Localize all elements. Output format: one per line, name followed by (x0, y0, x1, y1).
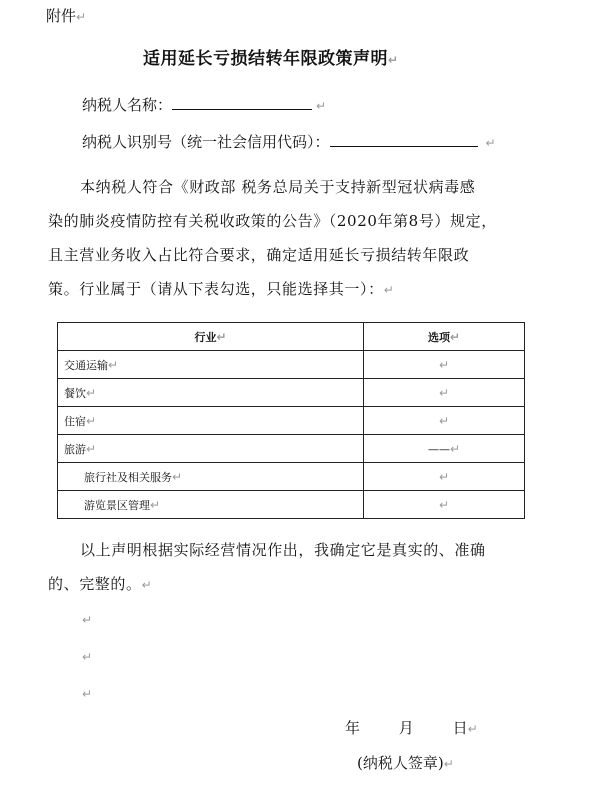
option-cell[interactable] (364, 407, 525, 435)
table-row (58, 491, 525, 519)
table-row (58, 463, 525, 491)
day-label: 日 (452, 719, 468, 737)
taxpayer-id-row (82, 130, 496, 152)
taxpayer-seal: (纳税人签章)↵ (357, 754, 454, 772)
industry-cell: 住宿↵ (58, 407, 364, 435)
paragraph-mark-icon: ↵ (449, 441, 461, 456)
closing-line: 的、完整的。↵ (48, 575, 153, 593)
industry-cell: 游览景区管理↵ (58, 491, 364, 519)
paragraph-mark-icon: ↵ (82, 650, 93, 664)
paragraph-mark-icon: ↵ (449, 329, 461, 344)
paragraph-mark-icon: ↵ (438, 469, 450, 484)
industry-cell: 旅行社及相关服务↵ (58, 463, 364, 491)
paragraph-mark-icon: ↵ (438, 385, 450, 400)
body-line: 且主营业务收入占比符合要求，确定适用延长亏损结转年限政 (48, 246, 470, 264)
industry-cell: 餐饮↵ (58, 379, 364, 407)
body-line: 本纳税人符合《财政部 税务总局关于支持新型冠状病毒感 (80, 178, 476, 196)
option-cell[interactable] (364, 491, 525, 519)
paragraph-mark-icon: ↵ (388, 53, 399, 67)
option-cell[interactable] (364, 351, 525, 379)
paragraph-mark-icon: ↵ (76, 10, 87, 24)
paragraph-mark-icon: ↵ (82, 613, 93, 627)
table-row (58, 407, 525, 435)
paragraph-mark-icon: ↵ (86, 413, 97, 428)
month-label: 月 (398, 719, 414, 737)
table-row (58, 435, 525, 463)
closing-paragraph (48, 533, 548, 602)
paragraph-mark-icon: ↵ (150, 497, 161, 512)
option-cell: ——↵ (364, 435, 525, 463)
paragraph-mark-icon: ↵ (316, 99, 327, 113)
paragraph-mark-icon: ↵ (141, 578, 153, 592)
taxpayer-id-label: 纳税人识别号（统一社会信用代码）： (82, 133, 330, 151)
paragraph-mark-icon: ↵ (383, 283, 395, 297)
paragraph-mark-icon: ↵ (443, 757, 454, 771)
option-cell[interactable] (364, 379, 525, 407)
taxpayer-name-field[interactable] (172, 93, 312, 110)
taxpayer-id-field[interactable] (330, 130, 478, 147)
paragraph-mark-icon: ↵ (172, 469, 183, 484)
table-header-row (58, 323, 525, 351)
taxpayer-name-label: 纳税人名称： (82, 96, 173, 114)
paragraph-mark-icon: ↵ (485, 136, 496, 150)
page-title: 适用延长亏损结转年限政策声明↵ (143, 49, 399, 69)
closing-line: 以上声明根据实际经营情况作出，我确定它是真实的、准确 (80, 541, 486, 559)
industry-cell: 旅游↵ (58, 435, 364, 463)
option-header: 选项↵ (364, 323, 525, 351)
paragraph-mark-icon: ↵ (467, 722, 478, 736)
table-row (58, 379, 525, 407)
paragraph-mark-icon: ↵ (438, 413, 450, 428)
industry-header: 行业↵ (58, 323, 364, 351)
industry-cell: 交通运输↵ (58, 351, 364, 379)
paragraph-mark-icon: ↵ (438, 497, 450, 512)
table-row (58, 351, 525, 379)
signature-date (345, 717, 478, 738)
body-line: 染的肺炎疫情防控有关税收政策的公告》（2020年第8号）规定， (48, 212, 497, 230)
paragraph-mark-icon: ↵ (82, 687, 93, 701)
taxpayer-name-row (82, 93, 326, 115)
option-cell[interactable] (364, 463, 525, 491)
paragraph-mark-icon: ↵ (86, 441, 97, 456)
industry-table (57, 322, 525, 519)
body-line: 策。行业属于（请从下表勾选，只能选择其一）：↵ (48, 280, 395, 298)
paragraph-mark-icon: ↵ (438, 357, 450, 372)
attachment-label: 附件↵ (46, 7, 87, 25)
year-label: 年 (345, 719, 361, 737)
paragraph-mark-icon: ↵ (86, 385, 97, 400)
body-paragraph (48, 170, 548, 307)
paragraph-mark-icon: ↵ (216, 329, 227, 344)
paragraph-mark-icon: ↵ (108, 357, 119, 372)
